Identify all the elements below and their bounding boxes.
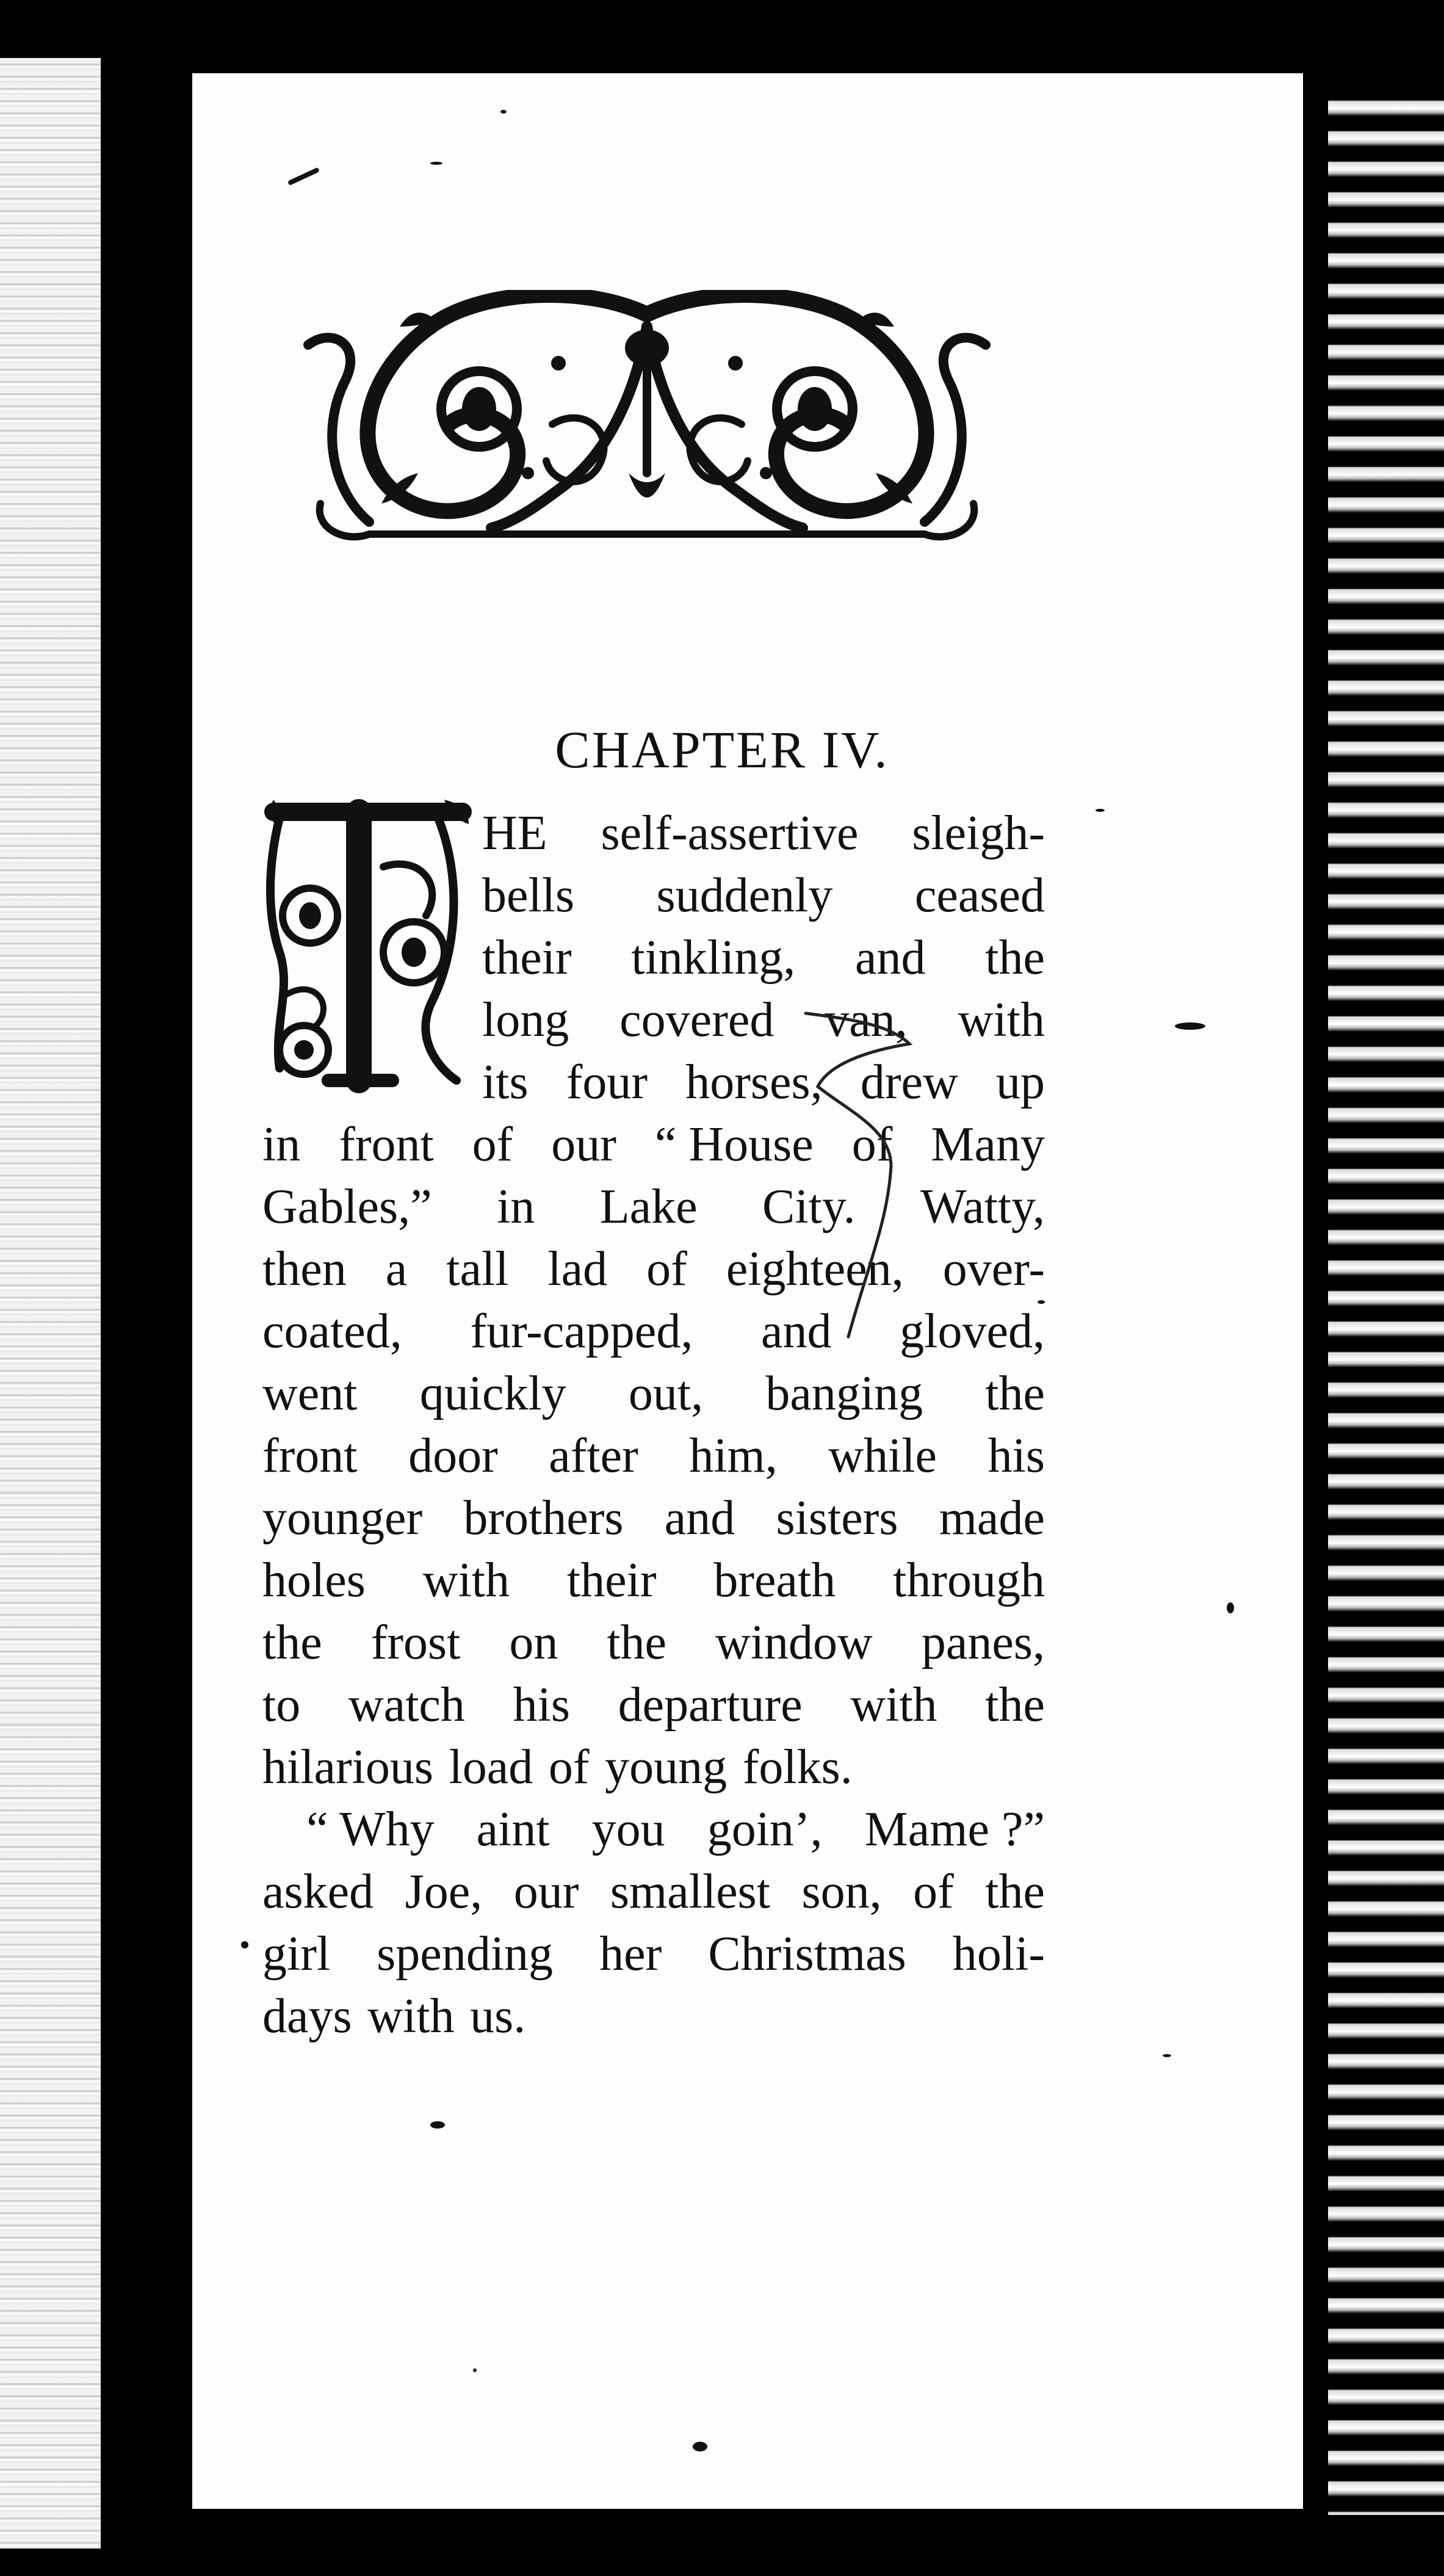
- word: Many: [931, 1118, 1045, 1171]
- word: then: [262, 1242, 347, 1296]
- text-line: [262, 1737, 853, 1798]
- word: over-: [942, 1242, 1045, 1296]
- word: brothers: [463, 1491, 624, 1545]
- word: City.: [762, 1180, 856, 1234]
- text-line: [262, 1363, 1045, 1424]
- word: us.: [470, 1989, 526, 2043]
- word: the: [985, 931, 1045, 985]
- word: quickly: [419, 1367, 566, 1420]
- page-speck: [1096, 809, 1105, 812]
- word: the: [985, 1865, 1045, 1919]
- word: a: [385, 1242, 408, 1296]
- word: breath: [713, 1554, 836, 1607]
- word: fur-capped,: [470, 1304, 693, 1358]
- page-speck: [430, 162, 442, 165]
- headpiece-ornament: [296, 290, 998, 546]
- word: sisters: [776, 1491, 898, 1545]
- word: in: [497, 1180, 535, 1234]
- handwritten-pencil-mark: [781, 1007, 928, 1349]
- text-line: [262, 1612, 1045, 1673]
- word: of: [548, 1740, 590, 1794]
- text-line: [482, 803, 1045, 864]
- word: horses,: [685, 1055, 823, 1109]
- word: holes: [262, 1554, 366, 1607]
- word: spending: [377, 1927, 554, 1981]
- word: up: [995, 1055, 1045, 1109]
- word: lad: [547, 1242, 608, 1296]
- word: out,: [628, 1367, 704, 1420]
- word: days: [262, 1989, 352, 2043]
- word: eighteen,: [726, 1242, 904, 1296]
- word: son,: [801, 1865, 882, 1919]
- page-speck: [1163, 2054, 1171, 2057]
- text-line: [262, 1488, 1045, 1549]
- word: Lake: [599, 1180, 698, 1234]
- word: tall: [446, 1242, 509, 1296]
- page-speck: [1175, 1022, 1205, 1030]
- word: in: [262, 1118, 301, 1171]
- word: four: [566, 1055, 648, 1109]
- word: aint: [476, 1803, 550, 1856]
- text-line: [482, 865, 1045, 926]
- word: drew: [860, 1055, 958, 1109]
- word: door: [408, 1429, 498, 1483]
- word: our: [513, 1865, 579, 1919]
- word: him,: [689, 1429, 778, 1483]
- word: the: [262, 1616, 322, 1670]
- word: their: [482, 931, 572, 985]
- word: bells: [482, 869, 575, 922]
- word: girl: [262, 1927, 331, 1981]
- word: front: [339, 1118, 434, 1171]
- word: long: [482, 993, 569, 1047]
- word: young: [605, 1740, 727, 1794]
- word: younger: [262, 1491, 423, 1545]
- word: Joe,: [405, 1865, 483, 1919]
- word: Mame ?”: [864, 1803, 1045, 1856]
- word: of: [913, 1865, 954, 1919]
- word: with: [958, 993, 1045, 1047]
- page-speck: [430, 2121, 445, 2129]
- word: to: [262, 1678, 301, 1732]
- page-speck: [500, 110, 507, 114]
- page-speck: [241, 1941, 248, 1948]
- word: ceased: [914, 869, 1045, 922]
- page-speck: [473, 2368, 477, 2372]
- text-line: [262, 1550, 1045, 1611]
- word: Watty,: [920, 1180, 1045, 1234]
- word: panes,: [921, 1616, 1045, 1670]
- word: with: [367, 1989, 455, 2043]
- chapter-title: CHAPTER IV.: [555, 720, 889, 779]
- text-line: [262, 1425, 1045, 1486]
- word: holi-: [952, 1927, 1045, 1981]
- left-page-edge: [0, 58, 101, 2549]
- word: banging: [765, 1367, 923, 1420]
- text-line: [262, 1923, 1045, 1984]
- word: and: [664, 1491, 735, 1545]
- word: with: [850, 1678, 937, 1732]
- word: sleigh-: [912, 806, 1045, 860]
- word: gloved,: [900, 1304, 1045, 1358]
- text-line: [482, 927, 1045, 988]
- page-speck: [1227, 1602, 1234, 1613]
- word: HE: [482, 806, 547, 860]
- word: her: [599, 1927, 662, 1981]
- word: asked: [262, 1865, 374, 1919]
- word: suddenly: [656, 869, 833, 922]
- word: “ Why: [306, 1803, 435, 1856]
- word: its: [482, 1055, 529, 1109]
- word: tinkling,: [631, 931, 796, 985]
- word: the: [985, 1367, 1045, 1420]
- word: you: [591, 1803, 665, 1856]
- word: their: [566, 1554, 657, 1607]
- word: his: [987, 1429, 1045, 1483]
- word: front: [262, 1429, 358, 1483]
- text-line: [482, 1052, 1045, 1113]
- word: hilarious: [262, 1740, 433, 1794]
- word: self-assertive: [601, 806, 859, 860]
- word: on: [509, 1616, 558, 1670]
- page-speck: [1038, 1300, 1045, 1304]
- word: coated,: [262, 1304, 402, 1358]
- word: and: [761, 1304, 832, 1358]
- word: “ House: [654, 1118, 814, 1171]
- word: his: [513, 1678, 570, 1732]
- word: watch: [348, 1678, 465, 1732]
- word: window: [715, 1616, 873, 1670]
- word: of: [472, 1118, 513, 1171]
- word: while: [828, 1429, 937, 1483]
- word: smallest: [610, 1865, 771, 1919]
- word: through: [893, 1554, 1045, 1607]
- text-line: [262, 1674, 1045, 1735]
- word: and: [854, 931, 926, 985]
- word: Christmas: [708, 1927, 906, 1981]
- word: went: [262, 1367, 358, 1420]
- word: folks.: [742, 1740, 853, 1794]
- word: made: [939, 1491, 1045, 1545]
- word: covered: [619, 993, 774, 1047]
- word: Gables,”: [262, 1180, 432, 1234]
- word: van,: [825, 993, 908, 1047]
- word: with: [422, 1554, 510, 1607]
- word: after: [549, 1429, 638, 1483]
- word: departure: [618, 1678, 803, 1732]
- binding-shadow: [101, 0, 192, 2576]
- text-line: [262, 1861, 1045, 1922]
- text-line: [482, 990, 1045, 1051]
- page-speck: [693, 2442, 707, 2451]
- right-page-edge: [1328, 85, 1444, 2515]
- text-line: [306, 1799, 1045, 1860]
- word: the: [607, 1616, 667, 1670]
- word: goin’,: [707, 1803, 823, 1856]
- word: our: [551, 1118, 616, 1171]
- word: the: [985, 1678, 1045, 1732]
- word: frost: [370, 1616, 461, 1670]
- word: of: [851, 1118, 893, 1171]
- word: load: [449, 1740, 533, 1794]
- text-line: [262, 1986, 525, 2047]
- drop-cap-ornament: [261, 794, 475, 1111]
- word: of: [646, 1242, 687, 1296]
